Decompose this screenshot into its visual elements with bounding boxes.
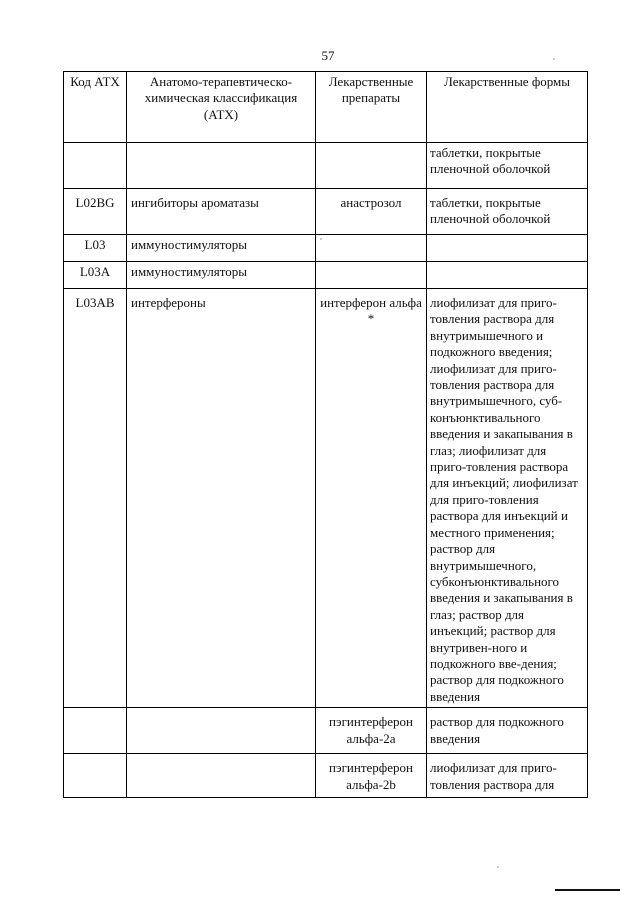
table-row [64,262,588,289]
table-row [64,235,588,262]
cell-classification: ингибиторы ароматазы [127,189,316,235]
cell-form: лиофилизат для приго-товления раствора для внутримышечного и подкожного введения; лиофилизат для приго-товления раствора для внутримышечного, суб-конъюнктивального введения и закапывания в глаз; лиофилизат для приго-товления раствора для инъекций; лиофилизат для приго-товления раствора для инъекций и местного применения; раствор для внутримышечного, субконъюнктивального введения и закапывания в глаз; раствор для инъекций; раствор для внутривен-ного и подкожного вве-дения; раствор для подкожного введения [427,289,588,708]
cell-code: L03AB [64,289,127,708]
cell-form [427,235,588,262]
header-classification: Анатомо-терапевтическо-химическая классификация (АТХ) [127,72,316,143]
table-header-row [64,72,588,143]
cell-drug: интерферон альфа * [316,289,427,708]
cell-form: таблетки, покрытые пленочной оболочкой [427,189,588,235]
header-drugs: Лекарственные препараты [316,72,427,143]
table-row [64,289,588,708]
cell-drug: анастрозол [316,189,427,235]
scan-speck [497,866,499,868]
cell-drug [316,262,427,289]
cell-classification [127,754,316,798]
cell-code [64,143,127,189]
table-row [64,189,588,235]
cell-code [64,754,127,798]
table-row [64,143,588,189]
page-number: 57 [321,48,335,63]
table-row [64,708,588,754]
footer-rule [555,889,620,891]
cell-classification: иммуностимуляторы [127,235,316,262]
cell-code: L03A [64,262,127,289]
cell-form: раствор для подкожного введения [427,708,588,754]
atx-table [63,71,588,798]
cell-classification: иммуностимуляторы [127,262,316,289]
cell-form [427,262,588,289]
cell-classification: интерфероны [127,289,316,708]
cell-code: L03 [64,235,127,262]
cell-drug [316,235,427,262]
cell-code: L02BG [64,189,127,235]
cell-drug [316,143,427,189]
header-forms: Лекарственные формы [427,72,588,143]
scan-speck [320,238,322,240]
cell-drug: пэгинтерферон альфа-2a [316,708,427,754]
cell-classification [127,708,316,754]
cell-code [64,708,127,754]
cell-form: лиофилизат для приго-товления раствора для [427,754,588,798]
scan-speck [553,58,555,60]
header-code: Код АТХ [64,72,127,143]
cell-classification [127,143,316,189]
cell-form: таблетки, покрытые пленочной оболочкой [427,143,588,189]
table-row [64,754,588,798]
cell-drug: пэгинтерферон альфа-2b [316,754,427,798]
